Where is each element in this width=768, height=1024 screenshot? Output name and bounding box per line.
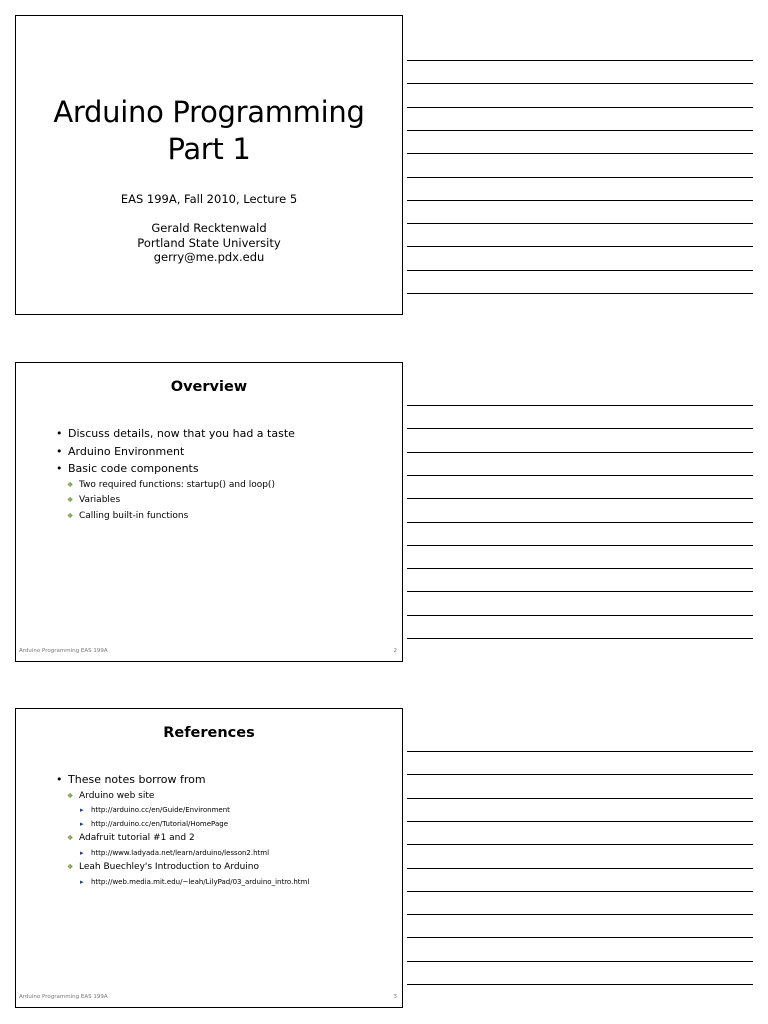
- note-line: [407, 937, 753, 938]
- note-line: [407, 107, 753, 108]
- author-email: gerry@me.pdx.edu: [153, 250, 265, 264]
- note-line: [407, 83, 753, 84]
- author-name: Gerald Recktenwald: [151, 221, 267, 235]
- slide-2-bullets: [56, 425, 392, 524]
- reference-link[interactable]: ▸ http://web.media.mit.edu/~leah/LilyPad/03_arduino_intro.html: [56, 876, 392, 890]
- course-info: EAS 199A, Fall 2010, Lecture 5: [120, 192, 298, 206]
- bullet-item: • These notes borrow from: [56, 771, 392, 789]
- sub-bullet-item: ❖ Adafruit tutorial #1 and 2: [56, 831, 392, 847]
- note-line: [407, 545, 753, 546]
- note-line: [407, 774, 753, 775]
- slide-3-title: References: [163, 725, 255, 741]
- note-line: [407, 568, 753, 569]
- note-line: [407, 751, 753, 752]
- slide-2-title: Overview: [170, 379, 248, 395]
- slide-2: [15, 362, 403, 662]
- note-line: [407, 452, 753, 453]
- note-line: [407, 405, 753, 406]
- note-line: [407, 200, 753, 201]
- note-line: [407, 177, 753, 178]
- reference-link[interactable]: ▸ http://www.ladyada.net/learn/arduino/lesson2.html: [56, 847, 392, 861]
- slide-3: [15, 708, 403, 1008]
- slide-footer: Arduino Programming EAS 199A: [19, 648, 108, 654]
- bullet-item: • Basic code components: [56, 460, 392, 478]
- bullet-item: • Arduino Environment: [56, 443, 392, 461]
- note-line: [407, 153, 753, 154]
- sub-bullet-item: ❖ Two required functions: startup() and loop(): [56, 478, 392, 494]
- university-name: Portland State University: [137, 235, 281, 250]
- note-line: [407, 615, 753, 616]
- sub-bullet-item: ❖ Leah Buechley's Introduction to Arduino: [56, 860, 392, 876]
- slide-3-bullets: [56, 771, 392, 889]
- slide-1: [15, 15, 403, 315]
- slide-1-title: [16, 94, 402, 168]
- note-line: [407, 428, 753, 429]
- note-line: [407, 891, 753, 892]
- slide-number: 3: [393, 994, 397, 1000]
- note-line: [407, 914, 753, 915]
- note-line: [407, 821, 753, 822]
- note-line: [407, 638, 753, 639]
- note-line: [407, 223, 753, 224]
- note-line: [407, 246, 753, 247]
- note-line: [407, 60, 753, 61]
- note-line: [407, 522, 753, 523]
- title-line-1: Arduino Programming: [53, 95, 365, 129]
- note-line: [407, 798, 753, 799]
- note-line: [407, 475, 753, 476]
- reference-link[interactable]: ▸ http://arduino.cc/en/Guide/Environment: [56, 804, 392, 818]
- note-line: [407, 293, 753, 294]
- sub-bullet-item: ❖ Arduino web site: [56, 789, 392, 805]
- reference-link[interactable]: ▸ http://arduino.cc/en/Tutorial/HomePage: [56, 818, 392, 832]
- note-line: [407, 498, 753, 499]
- note-line: [407, 130, 753, 131]
- note-line: [407, 984, 753, 985]
- title-line-2: Part 1: [167, 132, 251, 166]
- note-line: [407, 270, 753, 271]
- note-line: [407, 844, 753, 845]
- bullet-item: • Discuss details, now that you had a taste: [56, 425, 392, 443]
- slide-number: 2: [393, 648, 397, 654]
- sub-bullet-item: ❖ Variables: [56, 493, 392, 509]
- slide-footer: Arduino Programming EAS 199A: [19, 994, 108, 1000]
- note-line: [407, 591, 753, 592]
- note-line: [407, 961, 753, 962]
- note-line: [407, 868, 753, 869]
- sub-bullet-item: ❖ Calling built-in functions: [56, 509, 392, 525]
